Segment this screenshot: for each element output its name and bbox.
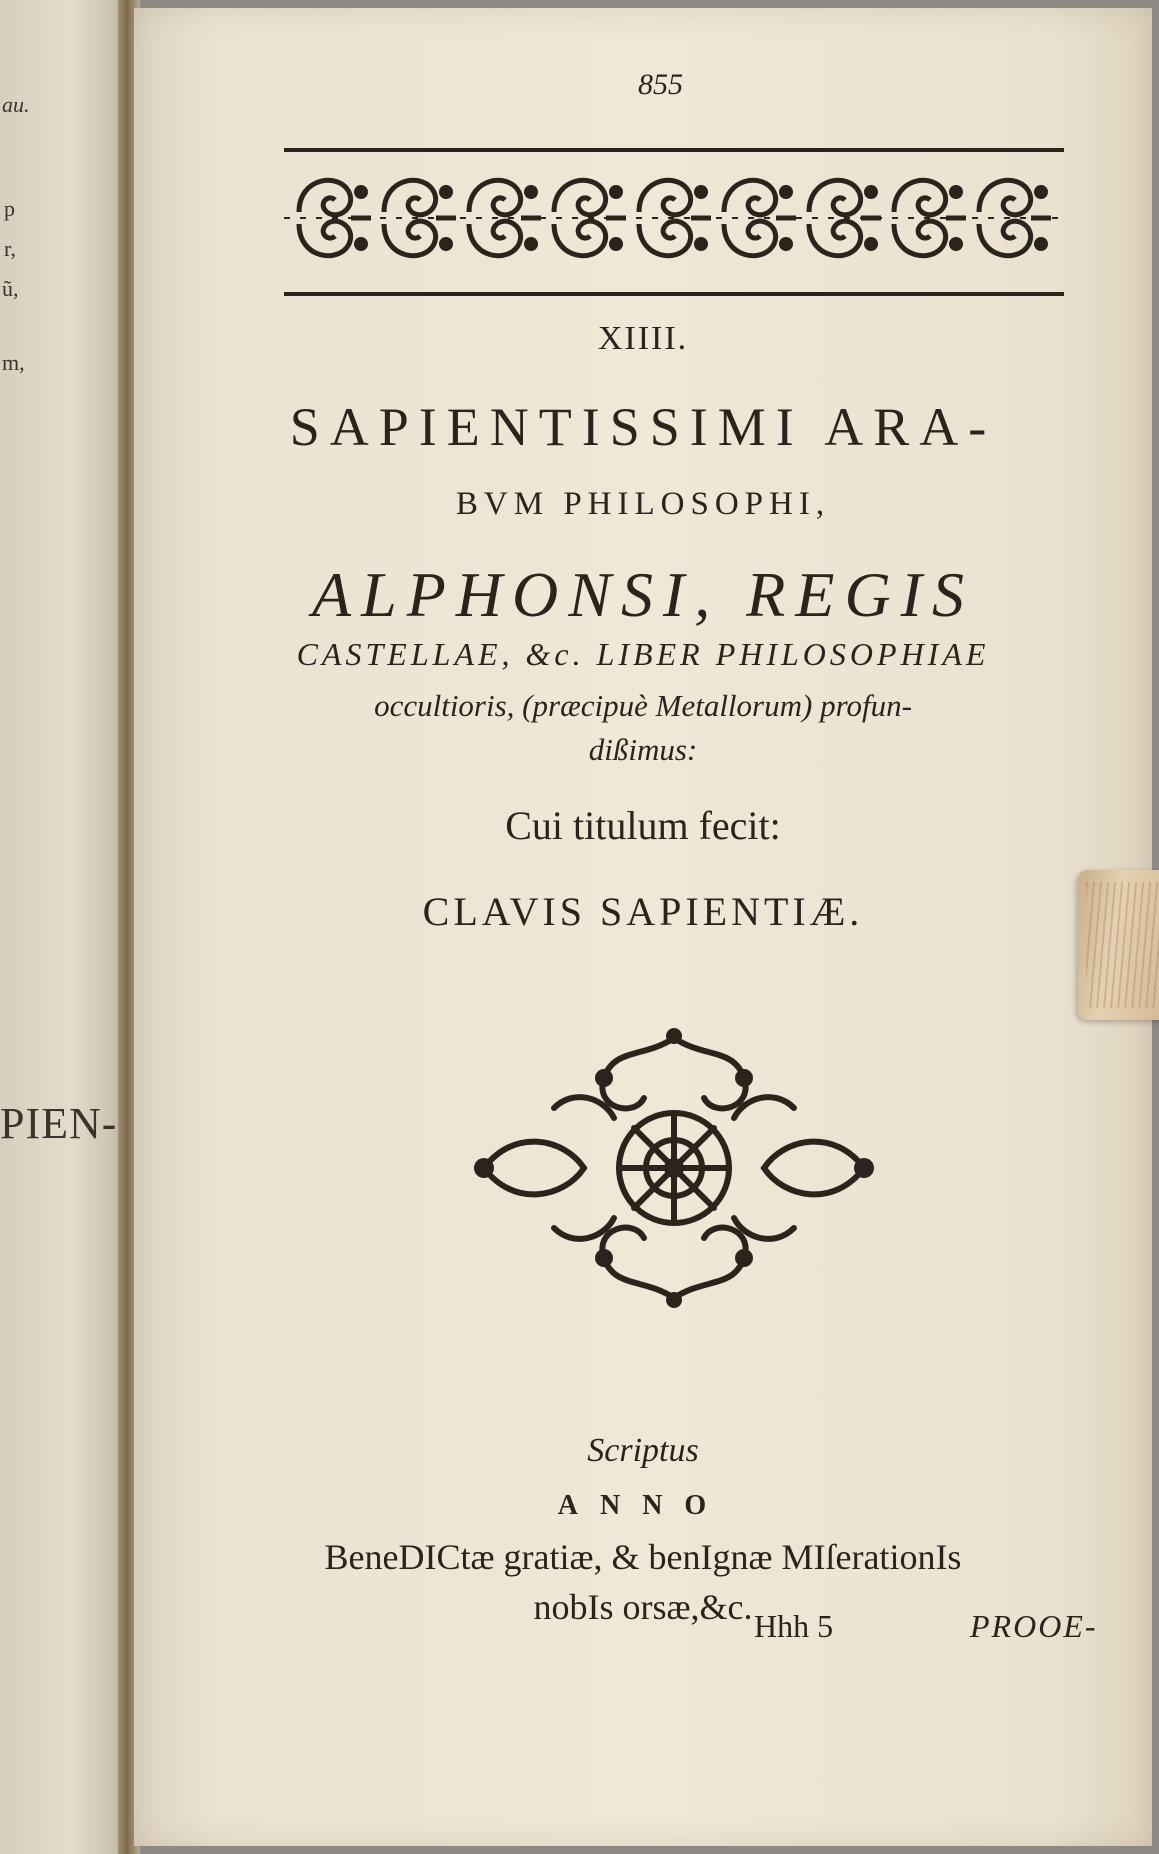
signature-mark: Hhh 5 [754, 1608, 834, 1644]
title-line: SAPIENTISSIMI ARA- [289, 397, 997, 457]
imprint-anno: ANNO [557, 1490, 729, 1521]
fleuron-ornament-icon [464, 1018, 884, 1318]
imprint-chronogram: BeneDICtæ gratiæ, & benIgnæ MIſerationIs [324, 1537, 962, 1577]
imprint-chronogram: nobIs orsæ,&c. [533, 1587, 753, 1627]
left-page-fragment: au. [2, 92, 30, 117]
page-number: 855 [638, 68, 683, 101]
bookmark-tab [1078, 870, 1159, 1020]
left-page [0, 0, 128, 1854]
left-page-fragment: PIEN- [0, 1099, 118, 1148]
left-page-fragment: p [4, 196, 15, 221]
left-page-fragment: r, [4, 236, 16, 261]
fleuron-band-icon [284, 152, 1064, 284]
catchword: PROOE- [970, 1608, 1098, 1644]
title-line: ALPHONSI, REGIS [312, 559, 974, 630]
left-page-fragment: m, [2, 350, 25, 375]
title-line: CASTELLAE, &c. LIBER PHILOSOPHIAE [296, 636, 990, 672]
title-line: BVM PHILOSOPHI, [455, 486, 831, 522]
right-page [134, 8, 1152, 1846]
subtitle: Cui titulum fecit: [505, 803, 781, 848]
main-title: CLAVIS SAPIENTIÆ. [422, 889, 864, 934]
fleuron-ornament-icon [464, 1018, 884, 1318]
imprint-scriptus: Scriptus [587, 1432, 699, 1469]
title-line: dißimus: [588, 732, 698, 767]
title-line: occultioris, (præcipuè Metallorum) profun- [374, 688, 912, 723]
fleuron-band-icon [284, 148, 1064, 296]
chapter-number: XIIII. [597, 320, 689, 357]
left-page-fragment: ũ, [2, 276, 19, 301]
